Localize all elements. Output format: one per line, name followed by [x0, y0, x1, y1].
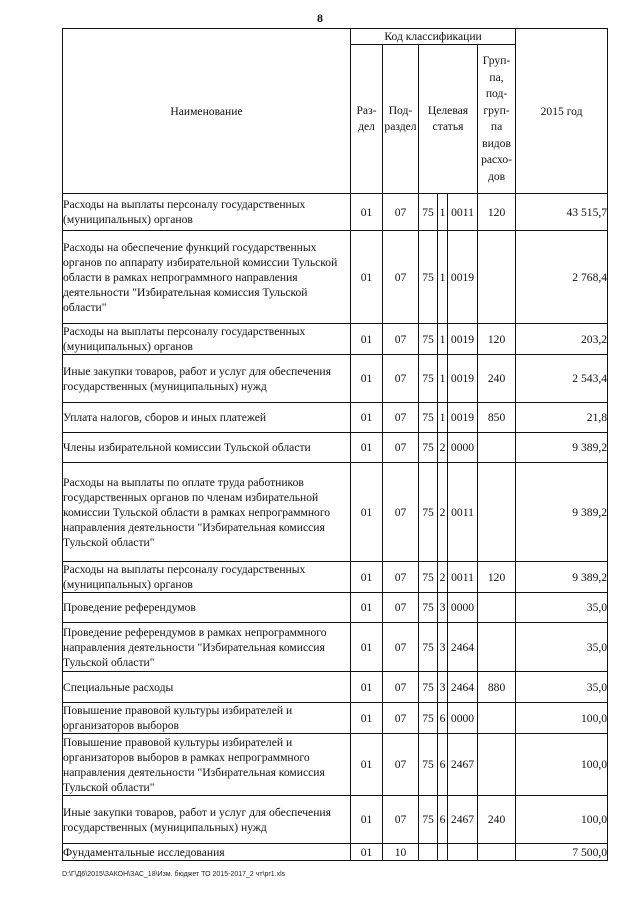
row-target-program: 75 — [419, 231, 438, 324]
table-row — [63, 403, 608, 433]
row-target-subprogram: 6 — [438, 796, 448, 844]
row-name: Иные закупки товаров, работ и услуг для обеспечения государственных (муниципальных) нужд — [63, 796, 351, 844]
row-target-program: 75 — [419, 463, 438, 562]
row-target-direction: 0000 — [448, 593, 478, 623]
row-expense-group — [478, 231, 516, 324]
row-target-program: 75 — [419, 703, 438, 734]
row-subsection: 07 — [383, 355, 419, 403]
row-amount: 35,0 — [516, 623, 608, 672]
row-name: Иные закупки товаров, работ и услуг для обеспечения государственных (муниципальных) нужд — [63, 355, 351, 403]
row-target-direction: 2467 — [448, 796, 478, 844]
row-expense-group — [478, 623, 516, 672]
row-target-program: 75 — [419, 593, 438, 623]
table-row — [63, 593, 608, 623]
table-row — [63, 796, 608, 844]
row-expense-group: 120 — [478, 562, 516, 593]
table-row — [63, 844, 608, 861]
row-name: Члены избирательной комиссии Тульской области — [63, 433, 351, 463]
row-section: 01 — [351, 562, 383, 593]
row-target-direction: 0000 — [448, 433, 478, 463]
row-target-direction: 0019 — [448, 231, 478, 324]
row-expense-group — [478, 703, 516, 734]
header-section: Раз- дел — [351, 45, 383, 194]
row-expense-group: 240 — [478, 355, 516, 403]
row-amount: 100,0 — [516, 734, 608, 796]
table-row — [63, 463, 608, 562]
row-target-direction: 0011 — [448, 194, 478, 231]
table-row — [63, 231, 608, 324]
row-target-subprogram: 6 — [438, 703, 448, 734]
row-target-program: 75 — [419, 672, 438, 703]
row-target-subprogram: 1 — [438, 194, 448, 231]
row-target-direction: 0019 — [448, 324, 478, 355]
file-path-footer: D:\Г\Д6\2015\ЗАКОН\ЗАС_18\Изм. бюджет ТО 2015-2017_2 чт\pr1.xls — [62, 871, 286, 878]
row-expense-group — [478, 844, 516, 861]
row-section: 01 — [351, 355, 383, 403]
row-amount: 2 768,4 — [516, 231, 608, 324]
row-name: Повышение правовой культуры избирателей и организаторов выборов в рамках непрограммного направления деятельности "Избирательная комиссия Тульской области" — [63, 734, 351, 796]
row-target-program: 75 — [419, 194, 438, 231]
table-row — [63, 623, 608, 672]
row-target-direction: 2464 — [448, 623, 478, 672]
row-subsection: 07 — [383, 403, 419, 433]
row-target-direction: 0011 — [448, 562, 478, 593]
row-target-program: 75 — [419, 433, 438, 463]
row-name: Расходы на выплаты персоналу государственных (муниципальных) органов — [63, 194, 351, 231]
row-target-direction: 0019 — [448, 355, 478, 403]
row-target-program: 75 — [419, 734, 438, 796]
row-target-direction: 0000 — [448, 703, 478, 734]
header-group: Груп- па, под- груп- па видов расхо- дов — [478, 45, 516, 194]
row-target-subprogram: 2 — [438, 562, 448, 593]
row-section: 01 — [351, 844, 383, 861]
row-target-subprogram: 3 — [438, 623, 448, 672]
row-target-subprogram: 3 — [438, 672, 448, 703]
row-amount: 203,2 — [516, 324, 608, 355]
row-expense-group: 850 — [478, 403, 516, 433]
row-section: 01 — [351, 433, 383, 463]
row-name: Расходы на обеспечение функций государственных органов по аппарату избирательной комиссии Тульской области в рамках непрограммного направления деятельности "Избирательная комиссия Тульской области" — [63, 231, 351, 324]
budget-table — [62, 28, 608, 861]
row-subsection: 07 — [383, 734, 419, 796]
row-target-subprogram: 3 — [438, 593, 448, 623]
row-name: Уплата налогов, сборов и иных платежей — [63, 403, 351, 433]
row-target-program: 75 — [419, 623, 438, 672]
row-amount: 21,8 — [516, 403, 608, 433]
row-amount: 43 515,7 — [516, 194, 608, 231]
row-expense-group — [478, 433, 516, 463]
row-expense-group: 880 — [478, 672, 516, 703]
row-target-subprogram: 1 — [438, 355, 448, 403]
row-target-direction: 2467 — [448, 734, 478, 796]
row-name: Фундаментальные исследования — [63, 844, 351, 861]
row-amount: 35,0 — [516, 672, 608, 703]
row-section: 01 — [351, 403, 383, 433]
row-amount: 2 543,4 — [516, 355, 608, 403]
row-target-subprogram: 1 — [438, 231, 448, 324]
row-expense-group: 240 — [478, 796, 516, 844]
row-subsection: 07 — [383, 672, 419, 703]
table-row — [63, 562, 608, 593]
row-target-subprogram: 6 — [438, 734, 448, 796]
row-name: Проведение референдумов в рамках непрограммного направления деятельности "Избирательная комиссия Тульской области" — [63, 623, 351, 672]
table-row — [63, 324, 608, 355]
row-subsection: 10 — [383, 844, 419, 861]
row-section: 01 — [351, 734, 383, 796]
row-amount: 7 500,0 — [516, 844, 608, 861]
row-target-program: 75 — [419, 355, 438, 403]
row-amount: 35,0 — [516, 593, 608, 623]
row-target-subprogram: 2 — [438, 433, 448, 463]
row-target-direction — [448, 844, 478, 861]
row-section: 01 — [351, 324, 383, 355]
row-target-direction: 2464 — [448, 672, 478, 703]
table-row — [63, 194, 608, 231]
row-subsection: 07 — [383, 194, 419, 231]
row-section: 01 — [351, 623, 383, 672]
table-row — [63, 734, 608, 796]
row-subsection: 07 — [383, 231, 419, 324]
row-subsection: 07 — [383, 562, 419, 593]
header-year: 2015 год — [516, 29, 608, 194]
row-amount: 9 389,2 — [516, 562, 608, 593]
row-target-subprogram: 1 — [438, 324, 448, 355]
row-target-program: 75 — [419, 562, 438, 593]
header-target: Целевая статья — [419, 45, 478, 194]
row-subsection: 07 — [383, 463, 419, 562]
row-target-program: 75 — [419, 324, 438, 355]
row-name: Повышение правовой культуры избирателей и организаторов выборов — [63, 703, 351, 734]
row-target-program: 75 — [419, 796, 438, 844]
row-amount: 9 389,2 — [516, 463, 608, 562]
row-name: Специальные расходы — [63, 672, 351, 703]
row-target-direction: 0011 — [448, 463, 478, 562]
row-target-program: 75 — [419, 403, 438, 433]
row-target-subprogram — [438, 844, 448, 861]
row-amount: 100,0 — [516, 703, 608, 734]
row-amount: 9 389,2 — [516, 433, 608, 463]
row-section: 01 — [351, 231, 383, 324]
row-section: 01 — [351, 703, 383, 734]
row-section: 01 — [351, 672, 383, 703]
row-name: Проведение референдумов — [63, 593, 351, 623]
row-section: 01 — [351, 593, 383, 623]
row-section: 01 — [351, 463, 383, 562]
row-target-direction: 0019 — [448, 403, 478, 433]
table-row — [63, 433, 608, 463]
row-name: Расходы на выплаты по оплате труда работников государственных органов по членам избирательной комиссии Тульской области в рамках непрограммного направления деятельности "Избирательная комиссия Тульской области" — [63, 463, 351, 562]
header-name: Наименование — [63, 29, 351, 194]
row-expense-group — [478, 734, 516, 796]
table-body — [63, 194, 608, 861]
row-target-subprogram: 1 — [438, 403, 448, 433]
row-subsection: 07 — [383, 703, 419, 734]
row-subsection: 07 — [383, 433, 419, 463]
row-amount: 100,0 — [516, 796, 608, 844]
row-expense-group — [478, 463, 516, 562]
row-expense-group — [478, 593, 516, 623]
row-subsection: 07 — [383, 593, 419, 623]
row-expense-group: 120 — [478, 324, 516, 355]
row-section: 01 — [351, 796, 383, 844]
header-code-group: Код классификации — [351, 29, 516, 45]
page-number: 8 — [317, 11, 323, 25]
row-subsection: 07 — [383, 796, 419, 844]
table-row — [63, 355, 608, 403]
row-name: Расходы на выплаты персоналу государственных (муниципальных) органов — [63, 562, 351, 593]
table-row — [63, 672, 608, 703]
header-subsection: Под- раздел — [383, 45, 419, 194]
row-section: 01 — [351, 194, 383, 231]
row-target-program — [419, 844, 438, 861]
table-row — [63, 703, 608, 734]
row-subsection: 07 — [383, 324, 419, 355]
row-subsection: 07 — [383, 623, 419, 672]
row-name: Расходы на выплаты персоналу государственных (муниципальных) органов — [63, 324, 351, 355]
row-expense-group: 120 — [478, 194, 516, 231]
row-target-subprogram: 2 — [438, 463, 448, 562]
